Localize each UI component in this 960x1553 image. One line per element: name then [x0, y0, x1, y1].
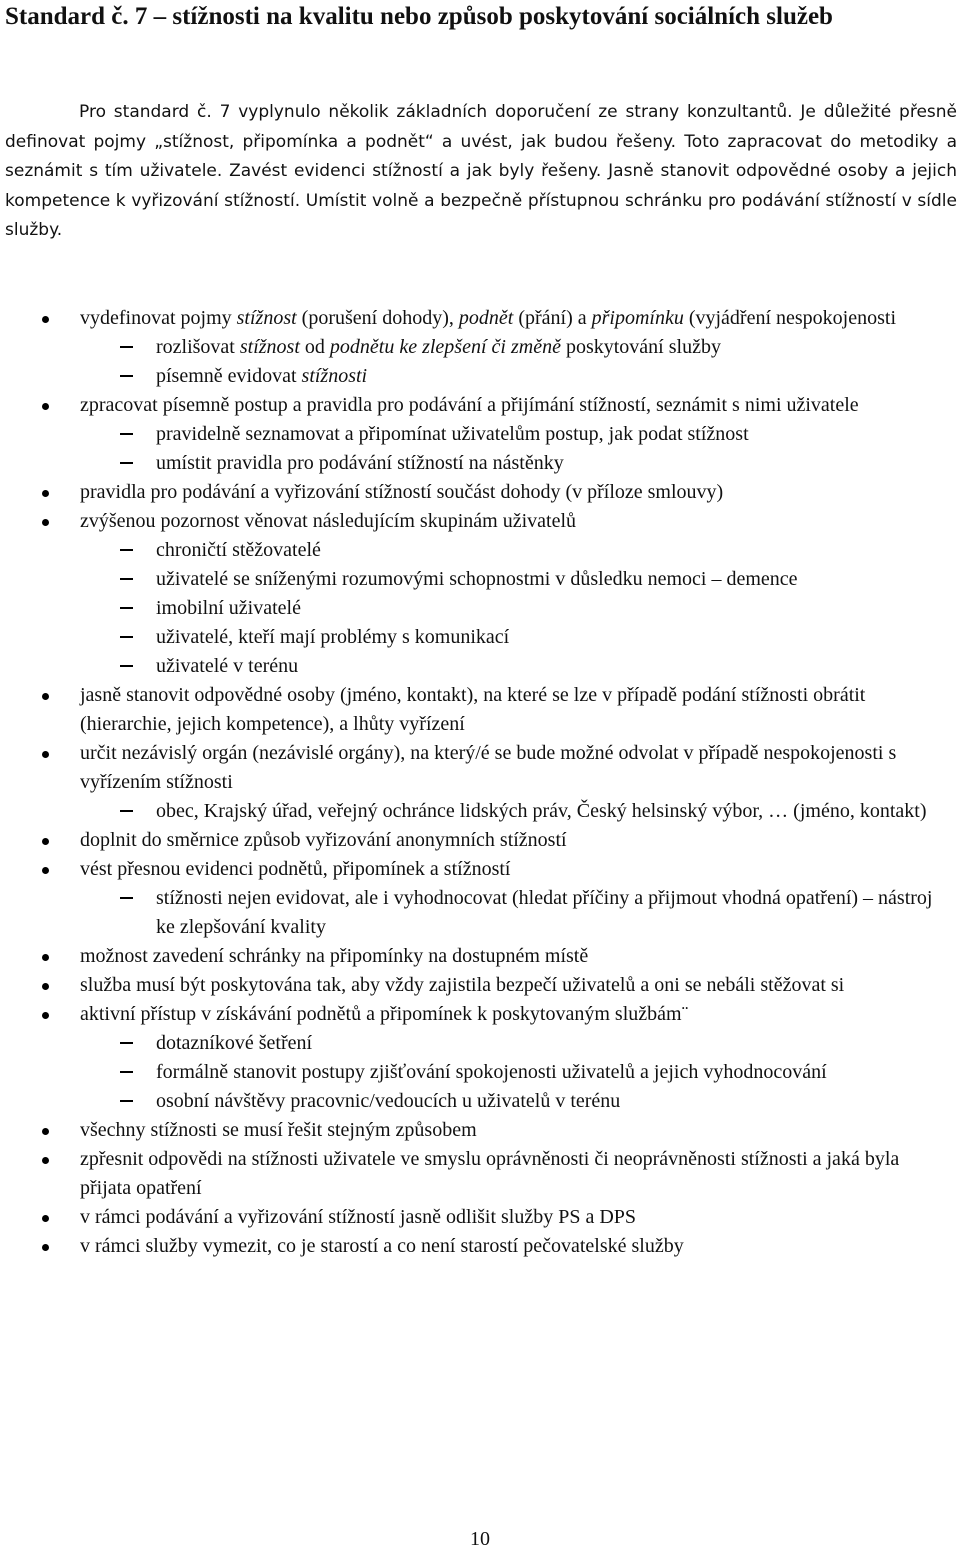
italic-term: podnět: [458, 307, 514, 329]
text-run: v rámci podávání a vyřizování stížností jasně odlišit služby PS a DPS: [80, 1206, 637, 1228]
sub-list-item-text: [156, 539, 321, 561]
list-item: [0, 507, 960, 681]
text-run: umístit pravidla pro podávání stížností na nástěnky: [156, 452, 564, 474]
sub-list-item: [80, 362, 940, 391]
text-run: (přání) a: [513, 307, 592, 329]
text-run: jasně stanovit odpovědné osoby (jméno, kontakt), na které se lze v případě podání stížnosti obrátit (hierarchie, jejich kompetence), a lhůty vyřízení: [80, 684, 866, 735]
sub-list: [80, 333, 940, 391]
dash-icon: [120, 607, 133, 609]
sub-list-item-text: [156, 568, 798, 590]
list-item: [0, 1145, 960, 1203]
bullet-icon: [42, 1128, 49, 1135]
sub-list-item: [80, 884, 940, 942]
sub-list-item: [80, 449, 940, 478]
sub-list-item-text: [156, 597, 301, 619]
list-item-text: [80, 1003, 688, 1025]
sub-list-item-text: [156, 1032, 312, 1054]
italic-term: podnětu ke zlepšení či změně: [329, 336, 561, 358]
text-run: pravidelně seznamovat a připomínat uživatelům postup, jak podat stížnost: [156, 423, 749, 445]
sub-list-item-text: [156, 336, 721, 358]
list-item: [0, 1116, 960, 1145]
sub-list: [80, 797, 940, 826]
text-run: zpřesnit odpovědi na stížnosti uživatele ve smyslu oprávněnosti či neoprávněnosti stížnosti a jaká byla přijata opatření: [80, 1148, 900, 1199]
text-run: vydefinovat pojmy: [80, 307, 237, 329]
list-item-text: [80, 684, 865, 735]
list-item-text: [80, 1206, 636, 1228]
text-run: aktivní přístup v získávání podnětů a připomínek k poskytovaným službám¨: [80, 1003, 689, 1025]
list-item-text: [80, 307, 896, 329]
dash-icon: [120, 1042, 133, 1044]
text-run: formálně stanovit postupy zjišťování spokojenosti uživatelů a jejich vyhodnocování: [156, 1061, 827, 1083]
list-item-text: [80, 945, 588, 967]
dash-icon: [120, 578, 133, 580]
sub-list: [80, 1029, 940, 1116]
italic-term: připomínku: [591, 307, 684, 329]
text-run: určit nezávislý orgán (nezávislé orgány), na který/é se bude možné odvolat v případě nespokojenosti s vyřízením stížnosti: [80, 742, 897, 793]
sub-list-item: [80, 333, 940, 362]
sub-list-item-text: [156, 626, 509, 648]
sub-list-item: [80, 594, 940, 623]
dash-icon: [120, 810, 133, 812]
bullet-icon: [42, 693, 49, 700]
bullet-icon: [42, 1244, 49, 1251]
dash-icon: [120, 549, 133, 551]
bullet-icon: [42, 1012, 49, 1019]
sub-list-item-text: [156, 365, 367, 387]
sub-list-item-text: [156, 1061, 827, 1083]
list-item-text: [80, 974, 844, 996]
text-run: zvýšenou pozornost věnovat následujícím skupinám uživatelů: [80, 510, 576, 532]
list-item: [0, 739, 960, 826]
text-run: dotazníkové šetření: [156, 1032, 313, 1054]
bullet-icon: [42, 403, 49, 410]
text-run: (vyjádření nespokojenosti: [683, 307, 897, 329]
text-run: obec, Krajský úřad, veřejný ochránce lidských práv, Český helsinský výbor, … (jméno, kontakt): [156, 800, 927, 822]
text-run: poskytování služby: [560, 336, 721, 358]
list-item: [0, 1232, 960, 1261]
list-item-text: [80, 1235, 684, 1257]
dash-icon: [120, 1100, 133, 1102]
text-run: (porušení dohody),: [296, 307, 459, 329]
text-run: pravidla pro podávání a vyřizování stížností součást dohody (v příloze smlouvy): [80, 481, 724, 503]
text-run: v rámci služby vymezit, co je starostí a co není starostí pečovatelské služby: [80, 1235, 684, 1257]
list-item-text: [80, 481, 723, 503]
list-item: [0, 681, 960, 739]
bullet-icon: [42, 316, 49, 323]
sub-list-item: [80, 1029, 940, 1058]
text-run: vést přesnou evidenci podnětů, připomínek a stížností: [80, 858, 511, 880]
list-item-text: [80, 1148, 899, 1199]
dash-icon: [120, 636, 133, 638]
list-item-text: [80, 394, 859, 416]
text-run: imobilní uživatelé: [156, 597, 301, 619]
dash-icon: [120, 462, 133, 464]
sub-list-item-text: [156, 423, 749, 445]
text-run: uživatelé v terénu: [156, 655, 299, 677]
bullet-icon: [42, 1215, 49, 1222]
bullet-icon: [42, 751, 49, 758]
dash-icon: [120, 665, 133, 667]
bullet-icon: [42, 954, 49, 961]
list-item: [0, 942, 960, 971]
text-run: od: [299, 336, 330, 358]
text-run: všechny stížnosti se musí řešit stejným způsobem: [80, 1119, 477, 1141]
bullet-icon: [42, 1157, 49, 1164]
dash-icon: [120, 346, 133, 348]
text-run: možnost zavedení schránky na připomínky na dostupném místě: [80, 945, 589, 967]
text-run: zpracovat písemně postup a pravidla pro podávání a přijímání stížností, seznámit s nimi uživatele: [80, 394, 859, 416]
sub-list-item-text: [156, 800, 926, 822]
sub-list-item: [80, 797, 940, 826]
sub-list-item: [80, 1058, 940, 1087]
dash-icon: [120, 375, 133, 377]
sub-list-item: [80, 565, 940, 594]
sub-list-item-text: [156, 1090, 620, 1112]
list-item: [0, 855, 960, 942]
bullet-icon: [42, 490, 49, 497]
list-item: [0, 826, 960, 855]
list-item: [0, 1203, 960, 1232]
sub-list: [80, 536, 940, 681]
text-run: chroničtí stěžovatelé: [156, 539, 321, 561]
sub-list-item: [80, 652, 940, 681]
text-run: doplnit do směrnice způsob vyřizování anonymních stížností: [80, 829, 567, 851]
text-run: rozlišovat: [156, 336, 240, 358]
dash-icon: [120, 1071, 133, 1073]
bullet-icon: [42, 983, 49, 990]
sub-list: [80, 884, 940, 942]
recommendation-list: [0, 304, 960, 1261]
italic-term: stížnost: [239, 336, 300, 358]
list-item-text: [80, 510, 576, 532]
text-run: stížnosti nejen evidovat, ale i vyhodnocovat (hledat příčiny a přijmout vhodná opatření) – nástroj ke zlepšování kvality: [156, 887, 933, 938]
italic-term: stížnost: [236, 307, 297, 329]
dash-icon: [120, 897, 133, 899]
sub-list: [80, 420, 940, 478]
document-title: Standard č. 7 – stížnosti na kvalitu nebo způsob poskytování sociálních služeb: [5, 3, 833, 30]
bullet-icon: [42, 838, 49, 845]
bullet-icon: [42, 867, 49, 874]
sub-list-item: [80, 623, 940, 652]
intro-paragraph: Pro standard č. 7 vyplynulo několik základních doporučení ze strany konzultantů. Je důležité přesně definovat pojmy „stížnost, připomínka a podnět“ a uvést, jak budou řešeny. Toto zapracovat do metodiky a seznámit s tím uživatele. Zavést evidenci stížností a jak byly řešeny. Jasně stanovit odpovědné osoby a jejich kompetence k vyřizování stížností. Umístit volně a bezpečně přístupnou schránku pro podávání stížností v sídle služby.: [5, 102, 957, 240]
italic-term: stížnosti: [301, 365, 368, 387]
list-item: [0, 304, 960, 391]
sub-list-item-text: [156, 452, 564, 474]
text-run: písemně evidovat: [156, 365, 302, 387]
page-number: 10: [470, 1528, 490, 1550]
sub-list-item: [80, 1087, 940, 1116]
sub-list-item: [80, 536, 940, 565]
dash-icon: [120, 433, 133, 435]
sub-list-item-text: [156, 887, 932, 938]
text-run: uživatelé se sníženými rozumovými schopnostmi v důsledku nemoci – demence: [156, 568, 798, 590]
text-run: osobní návštěvy pracovnic/vedoucích u uživatelů v terénu: [156, 1090, 621, 1112]
list-item: [0, 478, 960, 507]
list-item: [0, 1000, 960, 1116]
list-item-text: [80, 1119, 477, 1141]
list-item-text: [80, 858, 510, 880]
sub-list-item: [80, 420, 940, 449]
sub-list-item-text: [156, 655, 298, 677]
list-item-text: [80, 829, 567, 851]
bullet-icon: [42, 519, 49, 526]
text-run: uživatelé, kteří mají problémy s komunikací: [156, 626, 510, 648]
list-item-text: [80, 742, 896, 793]
list-item: [0, 391, 960, 478]
list-item: [0, 971, 960, 1000]
text-run: služba musí být poskytována tak, aby vždy zajistila bezpečí uživatelů a oni se nebáli stěžovat si: [80, 974, 845, 996]
